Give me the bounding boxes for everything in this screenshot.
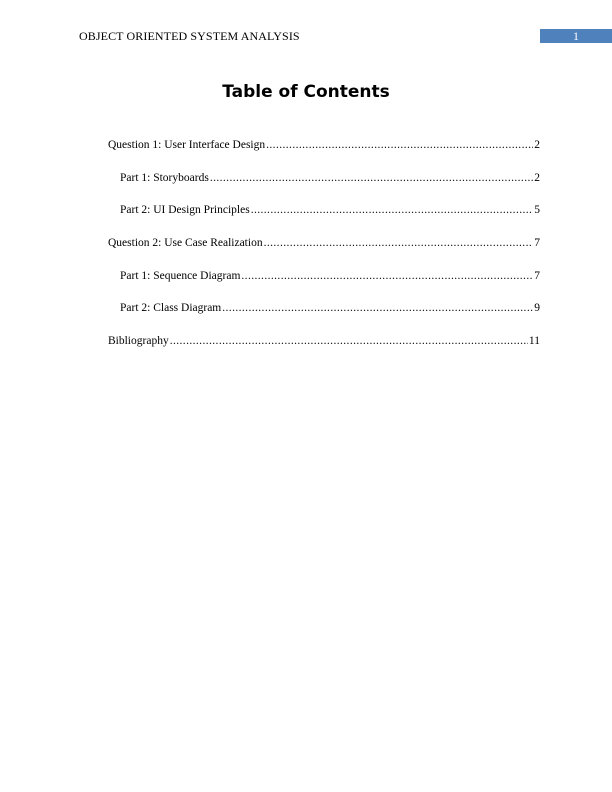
toc-entry-page: 11 <box>528 335 540 348</box>
toc-entry-sequence-diagram[interactable] <box>108 270 540 303</box>
toc-dot-leader <box>266 139 533 151</box>
toc-entry-page: 9 <box>534 302 540 315</box>
toc-entry-label: Bibliography <box>108 335 169 348</box>
toc-entry-label: Question 1: User Interface Design <box>108 139 266 151</box>
toc-entry-page: 7 <box>534 269 540 282</box>
toc-dot-leader <box>170 335 528 347</box>
toc-entry-page: 2 <box>534 139 540 151</box>
toc-dot-leader <box>210 172 533 184</box>
page-number-badge: 1 <box>540 29 612 43</box>
toc-entry-question-1[interactable] <box>108 139 540 172</box>
toc-entry-class-diagram[interactable] <box>108 302 540 335</box>
toc-entry-label: Question 2: Use Case Realization <box>108 237 263 250</box>
running-head: OBJECT ORIENTED SYSTEM ANALYSIS <box>79 29 300 43</box>
table-of-contents <box>108 139 540 368</box>
toc-entry-page: 5 <box>534 204 540 217</box>
toc-dot-leader <box>222 302 533 314</box>
toc-entry-page: 7 <box>534 237 540 250</box>
toc-dot-leader <box>264 237 534 249</box>
toc-entry-label: Part 2: UI Design Principles <box>120 204 250 217</box>
toc-entry-label: Part 2: Class Diagram <box>120 302 222 315</box>
toc-heading: Table of Contents <box>222 82 390 102</box>
toc-entry-label: Part 1: Sequence Diagram <box>120 269 241 282</box>
toc-entry-bibliography[interactable] <box>108 335 540 368</box>
toc-entry-question-2[interactable] <box>108 237 540 270</box>
toc-entry-ui-design-principles[interactable] <box>108 204 540 237</box>
toc-dot-leader <box>251 204 534 216</box>
toc-entry-storyboards[interactable] <box>108 172 540 205</box>
toc-entry-page: 2 <box>534 171 540 184</box>
page-header <box>0 0 612 50</box>
toc-entry-label: Part 1: Storyboards <box>120 171 209 184</box>
toc-dot-leader <box>241 270 533 282</box>
